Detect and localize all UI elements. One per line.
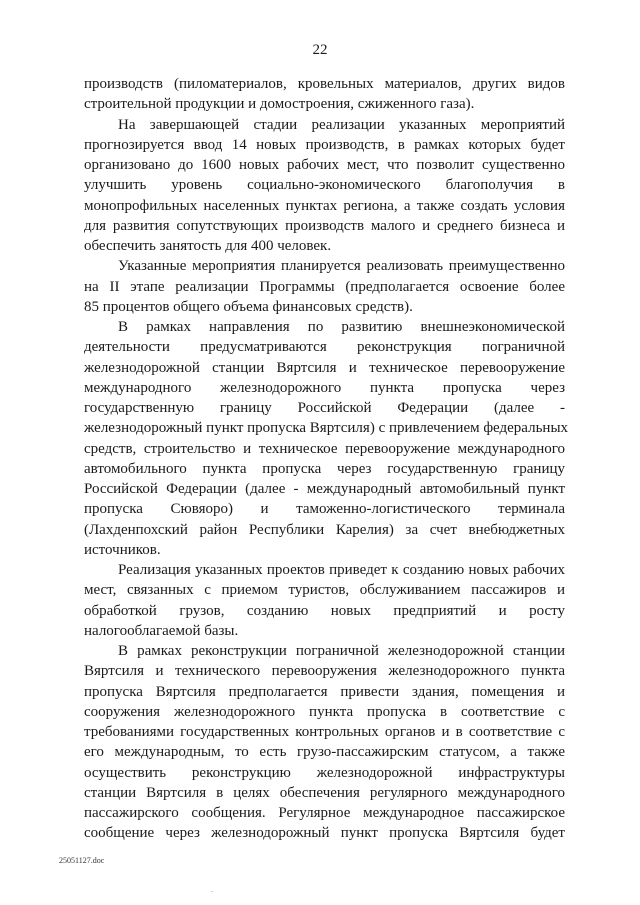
text-line: улучшить уровень социально-экономического благополучия в	[84, 177, 565, 194]
text-line: для развития сопутствующих производств малого и среднего бизнеса и	[84, 217, 565, 234]
text-line: Реализация указанных проектов приведет к созданию новых рабочих	[118, 562, 565, 578]
text-line: станции Вяртсиля в целях обеспечения регулярного международного	[84, 784, 565, 801]
text-line: В рамках реконструкции пограничной железнодорожной станции	[118, 643, 565, 659]
text-line: (Лахденпохский район Республики Карелия) за счет внебюджетных	[84, 521, 565, 538]
page-number: 22	[312, 42, 328, 58]
text-line: производств (пиломатериалов, кровельных материалов, других видов	[84, 76, 565, 92]
text-line: Российской Федерации (далее - международный автомобильный пункт	[84, 481, 565, 497]
footer-mark: .	[211, 885, 213, 894]
text-line: государственную границу Российской Федерации (далее -	[84, 400, 565, 416]
text-line: налогооблагаемой базы.	[84, 622, 239, 639]
document-body	[84, 74, 569, 844]
text-line: на II этапе реализации Программы (предполагается освоение более	[84, 278, 565, 295]
text-line: сообщение через железнодорожный пункт пропуска Вяртсиля будет	[84, 825, 565, 842]
text-line: железнодорожной станции Вяртсиля и техническое перевооружение	[84, 359, 565, 376]
text-line: средств, строительство и техническое перевооружение международного	[84, 440, 565, 457]
text-line: обеспечить занятость для 400 человек.	[84, 238, 332, 254]
text-line: международного железнодорожного пункта пропуска через	[84, 379, 565, 396]
text-line: В рамках направления по развитию внешнеэкономической	[118, 319, 565, 335]
text-line: автомобильного пункта пропуска через государственную границу	[84, 460, 565, 477]
text-line: осуществить реконструкцию железнодорожной инфраструктуры	[84, 764, 565, 781]
text-line: Вяртсиля и технического перевооружения железнодорожного пункта	[84, 663, 565, 680]
text-line: монопрофильных населенных пунктах региона, а также создать условия	[84, 197, 565, 214]
text-line: обработкой грузов, созданию новых предприятий и росту	[84, 602, 565, 619]
text-line: Указанные мероприятия планируется реализовать преимущественно	[118, 258, 565, 275]
text-line: пропуска Сювяоро) и таможенно-логистического терминала	[84, 501, 565, 518]
text-line: деятельности предусматриваются реконструкция пограничной	[84, 339, 565, 356]
text-line: источников.	[84, 541, 161, 558]
text-line: 85 процентов общего объема финансовых средств).	[84, 298, 413, 315]
text-line: его международным, то есть грузо-пассажирским статусом, а также	[84, 744, 565, 761]
footer-file-name: 25051127.doc	[59, 856, 105, 865]
text-line: железнодорожный пункт пропуска Вяртсиля) с привлечением федеральных	[84, 420, 569, 437]
text-line: сооружения железнодорожного пункта пропуска в соответствие с	[84, 703, 565, 720]
text-line: На завершающей стадии реализации указанных мероприятий	[118, 116, 565, 133]
text-line: пассажирского сообщения. Регулярное международное пассажирское	[84, 805, 565, 821]
text-line: требованиями государственных контрольных органов и в соответствие с	[84, 724, 565, 740]
text-line: мест, связанных с приемом туристов, обслуживанием пассажиров и	[84, 582, 565, 599]
text-line: прогнозируется ввод 14 новых производств, в рамках которых будет	[84, 136, 565, 153]
text-line: организовано до 1600 новых рабочих мест, что позволит существенно	[84, 157, 565, 173]
text-line: пропуска Вяртсиля предполагается привести здания, помещения и	[84, 683, 565, 700]
text-line: строительной продукции и домостроения, сжиженного газа).	[84, 96, 475, 113]
